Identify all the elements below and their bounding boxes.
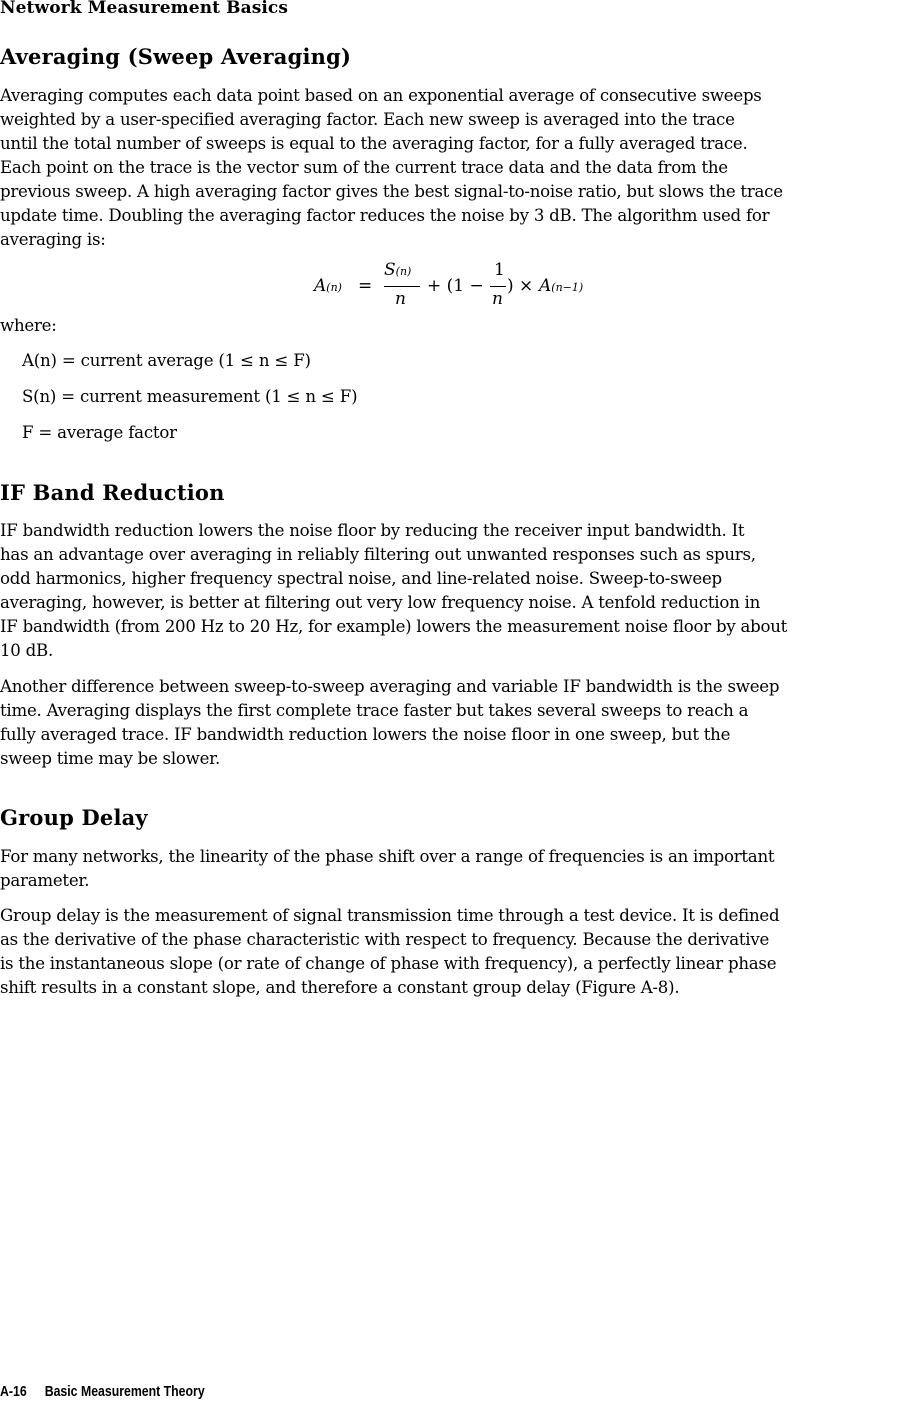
fraction1-numerator: S(n) bbox=[384, 260, 412, 280]
text-line: averaging, however, is better at filtering out very low frequency noise. A tenfold reduction in bbox=[0, 593, 761, 612]
equation-rhs: A(n−1) bbox=[539, 276, 584, 296]
definition-average: A(n) = current average (1 ≤ n ≤ F) bbox=[22, 351, 311, 370]
if-band-paragraph-2 bbox=[0, 675, 905, 771]
text-line: weighted by a user-specified averaging factor. Each new sweep is averaged into the trace bbox=[0, 110, 735, 129]
text-line: Each point on the trace is the vector sum of the current trace data and the data from the bbox=[0, 158, 728, 177]
text-line: as the derivative of the phase characteristic with respect to frequency. Because the derivative bbox=[0, 930, 770, 949]
group-delay-paragraph-2 bbox=[0, 904, 905, 1000]
text-line: odd harmonics, higher frequency spectral noise, and line-related noise. Sweep-to-sweep bbox=[0, 569, 722, 588]
text-line: IF bandwidth reduction lowers the noise floor by reducing the receiver input bandwidth. It bbox=[0, 521, 745, 540]
text-line: shift results in a constant slope, and therefore a constant group delay (Figure A-8). bbox=[0, 978, 680, 997]
where-label: where: bbox=[0, 316, 57, 335]
equation-lhs: A(n) bbox=[314, 276, 342, 296]
text-line: 10 dB. bbox=[0, 641, 53, 660]
averaging-paragraph bbox=[0, 84, 905, 252]
definition-measurement: S(n) = current measurement (1 ≤ n ≤ F) bbox=[22, 387, 358, 406]
text-line: fully averaged trace. IF bandwidth reduction lowers the noise floor in one sweep, but the bbox=[0, 725, 731, 744]
text-line: Group delay is the measurement of signal transmission time through a test device. It is defined bbox=[0, 906, 780, 925]
equation-close-times: ) × bbox=[507, 276, 534, 296]
running-header: Network Measurement Basics bbox=[0, 0, 289, 18]
fraction2-denominator: n bbox=[492, 289, 503, 309]
fraction2-bar bbox=[490, 286, 506, 287]
equation-plus-open: + (1 − bbox=[427, 276, 484, 296]
section-heading-if-band: IF Band Reduction bbox=[0, 480, 225, 505]
page-footer bbox=[0, 1383, 205, 1400]
if-band-paragraph-1 bbox=[0, 519, 905, 663]
text-line: time. Averaging displays the first complete trace faster but takes several sweeps to reach a bbox=[0, 701, 749, 720]
text-line: parameter. bbox=[0, 871, 90, 890]
section-heading-averaging: Averaging (Sweep Averaging) bbox=[0, 44, 352, 69]
fraction1-bar bbox=[384, 286, 420, 287]
fraction2-numerator: 1 bbox=[494, 260, 505, 280]
chapter-title: Basic Measurement Theory bbox=[44, 1383, 205, 1400]
text-line: previous sweep. A high averaging factor gives the best signal-to-noise ratio, but slows the trace bbox=[0, 182, 783, 201]
definition-factor: F = average factor bbox=[22, 423, 177, 442]
text-line: until the total number of sweeps is equal to the averaging factor, for a fully averaged trace. bbox=[0, 134, 748, 153]
text-line: is the instantaneous slope (or rate of change of phase with frequency), a perfectly linear phase bbox=[0, 954, 777, 973]
text-line: IF bandwidth (from 200 Hz to 20 Hz, for example) lowers the measurement noise floor by about bbox=[0, 617, 788, 636]
text-line: For many networks, the linearity of the phase shift over a range of frequencies is an important bbox=[0, 847, 775, 866]
text-line: Another difference between sweep-to-sweep averaging and variable IF bandwidth is the sweep bbox=[0, 677, 780, 696]
text-line: has an advantage over averaging in reliably filtering out unwanted responses such as spurs, bbox=[0, 545, 756, 564]
text-line: sweep time may be slower. bbox=[0, 749, 221, 768]
fraction1-denominator: n bbox=[395, 289, 406, 309]
section-heading-group-delay: Group Delay bbox=[0, 805, 148, 830]
page-number: A-16 bbox=[0, 1383, 27, 1400]
group-delay-paragraph-1 bbox=[0, 845, 905, 893]
equation-equals: = bbox=[358, 276, 373, 296]
text-line: Averaging computes each data point based on an exponential average of consecutive sweeps bbox=[0, 86, 762, 105]
text-line: averaging is: bbox=[0, 230, 106, 249]
text-line: update time. Doubling the averaging factor reduces the noise by 3 dB. The algorithm used for bbox=[0, 206, 770, 225]
